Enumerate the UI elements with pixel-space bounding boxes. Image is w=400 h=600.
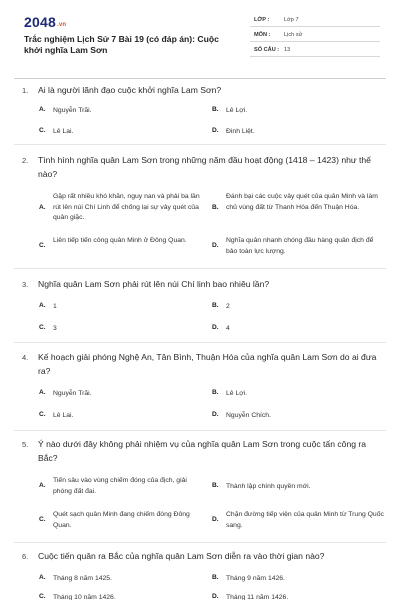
option-letter: D. xyxy=(212,593,219,600)
site-logo[interactable] xyxy=(24,14,66,30)
meta-value: 13 xyxy=(284,47,291,53)
option-text: 2 xyxy=(226,303,230,310)
option-letter: B. xyxy=(212,574,219,581)
meta-key: LỚP : xyxy=(254,17,270,23)
question-divider xyxy=(14,542,386,543)
question-text: Ý nào dưới đây không phải nhiệm vụ của nghĩa quân Lam Sơn trong cuộc tấn công ra Bắc? xyxy=(38,439,367,463)
option-letter: C. xyxy=(39,593,46,600)
question-text: Kế hoạch giải phóng Nghệ An, Tân Bình, Thuận Hóa của nghĩa quân Lam Sơn do ai đưa ra? xyxy=(38,352,377,376)
option-d[interactable] xyxy=(212,510,384,534)
question-divider xyxy=(14,430,386,431)
meta-row-subject xyxy=(250,27,380,42)
option-letter: D. xyxy=(212,516,219,523)
option-a[interactable] xyxy=(39,192,207,226)
question-number: 6. xyxy=(22,552,29,561)
option-text: Nghĩa quân nhanh chóng đầu hàng quân địch để bảo toàn lực lượng. xyxy=(226,237,374,255)
question-divider xyxy=(14,144,386,145)
option-text: Nguyễn Chích. xyxy=(226,412,271,419)
question-number: 4. xyxy=(22,353,29,362)
option-text: Quét sạch quân Minh đang chiếm đóng Đông Quan. xyxy=(53,511,190,529)
meta-value: Lịch sử xyxy=(284,32,303,38)
option-text: Tháng 11 năm 1426. xyxy=(226,594,289,600)
option-text: 4 xyxy=(226,325,230,332)
option-letter: C. xyxy=(39,242,46,249)
option-letter: D. xyxy=(212,411,219,418)
option-text: Gặp rất nhiều khó khăn, nguy nan và phải ba lần rút lên núi Chí Linh để chống lại sự vây quét của quân giặc. xyxy=(53,193,200,221)
option-letter: C. xyxy=(39,411,46,418)
option-letter: D. xyxy=(212,242,219,249)
option-text: Nguyễn Trãi. xyxy=(53,390,92,397)
question-text: Tình hình nghĩa quân Lam Sơn trong những năm đầu hoạt động (1418 – 1423) như thế nào? xyxy=(38,155,371,179)
option-text: Lê Lợi. xyxy=(226,107,248,114)
option-text: Lê Lợi. xyxy=(226,390,248,397)
option-letter: B. xyxy=(212,106,219,113)
option-text: Đánh bại các cuộc vây quét của quân Minh và làm chủ vùng đất từ Thanh Hóa đến Thuận Hóa. xyxy=(226,193,378,211)
option-c[interactable] xyxy=(39,236,207,260)
option-text: Chặn đường tiếp viện của quân Minh từ Trung Quốc sang. xyxy=(226,511,384,529)
option-text: Liên tiếp tiến công quân Minh ở Đông Quan. xyxy=(53,237,187,244)
option-letter: B. xyxy=(212,302,219,309)
question-text: Nghĩa quân Lam Sơn phải rút lên núi Chí linh bao nhiêu lần? xyxy=(38,279,270,289)
option-text: 3 xyxy=(53,325,57,332)
meta-row-count xyxy=(250,42,380,57)
option-d[interactable] xyxy=(212,236,384,260)
option-letter: B. xyxy=(212,204,219,211)
option-text: Tiến sâu vào vùng chiếm đóng của địch, giải phóng đất đai. xyxy=(53,477,187,495)
option-letter: A. xyxy=(39,389,46,396)
option-text: 1 xyxy=(53,303,57,310)
option-letter: D. xyxy=(212,324,219,331)
meta-key: SỐ CÂU : xyxy=(254,47,280,53)
question-number: 2. xyxy=(22,156,29,165)
option-letter: C. xyxy=(39,516,46,523)
header-divider xyxy=(14,78,386,79)
meta-value: Lớp 7 xyxy=(284,17,299,23)
question-divider xyxy=(14,342,386,343)
option-c[interactable] xyxy=(39,510,207,534)
option-letter: B. xyxy=(212,389,219,396)
logo-text: 2048 xyxy=(24,14,56,30)
option-text: Lê Lai. xyxy=(53,412,74,419)
option-letter: C. xyxy=(39,127,46,134)
option-letter: D. xyxy=(212,127,219,134)
question-number: 5. xyxy=(22,440,29,449)
option-text: Tháng 10 năm 1426. xyxy=(53,594,116,600)
option-letter: A. xyxy=(39,106,46,113)
document-title: Trắc nghiệm Lịch Sử 7 Bài 19 (có đáp án): Cuộc khởi nghĩa Lam Sơn xyxy=(24,34,219,55)
option-text: Nguyễn Trãi. xyxy=(53,107,92,114)
option-b[interactable] xyxy=(212,476,384,500)
question-text: Ai là người lãnh đạo cuộc khởi nghĩa Lam Sơn? xyxy=(38,85,222,95)
option-letter: A. xyxy=(39,302,46,309)
meta-key: MÔN : xyxy=(254,32,271,38)
option-letter: A. xyxy=(39,482,46,489)
document-header xyxy=(0,0,400,82)
option-text: Thành lập chính quyền mới. xyxy=(226,483,311,490)
option-letter: C. xyxy=(39,324,46,331)
option-letter: A. xyxy=(39,204,46,211)
option-text: Tháng 9 năm 1426. xyxy=(226,575,285,582)
logo-suffix: .vn xyxy=(56,22,67,28)
meta-row-class xyxy=(250,12,380,27)
meta-table xyxy=(250,12,380,57)
question-number: 3. xyxy=(22,280,29,289)
option-b[interactable] xyxy=(212,192,384,226)
option-text: Lê Lai. xyxy=(53,128,74,135)
option-letter: B. xyxy=(212,482,219,489)
question-text: Cuộc tiến quân ra Bắc của nghĩa quân Lam Sơn diễn ra vào thời gian nào? xyxy=(38,551,325,561)
option-a[interactable] xyxy=(39,476,207,500)
question-divider xyxy=(14,268,386,269)
option-text: Đinh Liệt. xyxy=(226,128,255,135)
option-letter: A. xyxy=(39,574,46,581)
option-text: Tháng 8 năm 1425. xyxy=(53,575,112,582)
question-number: 1. xyxy=(22,86,29,95)
